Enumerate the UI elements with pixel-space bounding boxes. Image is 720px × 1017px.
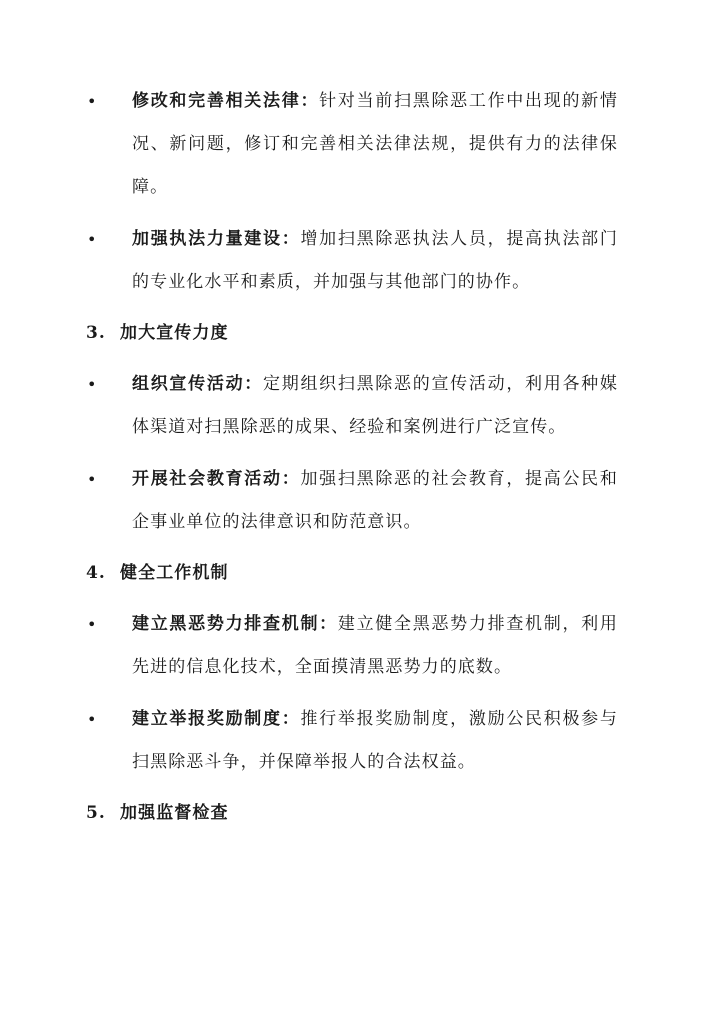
bullet-title: 建立黑恶势力排查机制： bbox=[132, 614, 338, 634]
bullet-dot: • bbox=[87, 710, 98, 729]
section-number: 3. bbox=[86, 323, 106, 343]
bullet-body: 推行举报奖励制度，激励公民积极参与扫黑除恶斗争，并保障举报人的合法权益。 bbox=[132, 709, 619, 772]
bullet-item bbox=[87, 363, 618, 449]
bullet-item bbox=[87, 458, 619, 544]
bullet-dot: • bbox=[87, 615, 98, 634]
bullet-dot: • bbox=[87, 92, 98, 111]
bullet-title: 开展社会教育活动： bbox=[132, 469, 301, 489]
bullet-item bbox=[87, 80, 618, 209]
section-title: 加大宣传力度 bbox=[120, 323, 229, 343]
bullet-body: 建立健全黑恶势力排查机制，利用先进的信息化技术，全面摸清黑恶势力的底数。 bbox=[132, 614, 618, 677]
bullet-body: 加强扫黑除恶的社会教育，提高公民和企事业单位的法律意识和防范意识。 bbox=[132, 469, 619, 532]
bullet-item bbox=[87, 218, 619, 304]
bullet-body: 增加扫黑除恶执法人员，提高执法部门的专业化水平和素质，并加强与其他部门的协作。 bbox=[132, 229, 619, 292]
bullet-paragraph bbox=[108, 80, 618, 209]
bullet-body: 针对当前扫黑除恶工作中出现的新情况、新问题，修订和完善相关法律法规，提供有力的法律保障。 bbox=[132, 91, 618, 197]
section-number: 4. bbox=[86, 563, 106, 583]
bullet-title: 加强执法力量建设： bbox=[132, 229, 301, 249]
bullet-body: 定期组织扫黑除恶的宣传活动，利用各种媒体渠道对扫黑除恶的成果、经验和案例进行广泛宣传。 bbox=[132, 374, 618, 437]
section-title: 加强监督检查 bbox=[120, 803, 229, 823]
section-heading bbox=[86, 312, 720, 355]
section-heading bbox=[86, 552, 720, 595]
bullet-paragraph bbox=[108, 698, 618, 784]
top-margin bbox=[0, 0, 720, 80]
bullet-item bbox=[87, 698, 619, 784]
bullet-paragraph bbox=[108, 603, 618, 689]
section-number: 5. bbox=[86, 803, 106, 823]
bullet-dot: • bbox=[87, 230, 98, 249]
bullet-title: 组织宣传活动： bbox=[132, 374, 264, 394]
bullet-title: 修改和完善相关法律： bbox=[132, 91, 320, 111]
bullet-paragraph bbox=[108, 363, 618, 449]
bullet-dot: • bbox=[87, 470, 98, 489]
bullet-item bbox=[87, 603, 618, 689]
bullet-paragraph bbox=[108, 218, 618, 304]
section-heading bbox=[86, 792, 720, 835]
bullet-dot: • bbox=[87, 375, 98, 394]
bullet-paragraph bbox=[108, 458, 618, 544]
section-title: 健全工作机制 bbox=[120, 563, 229, 583]
bullet-title: 建立举报奖励制度： bbox=[132, 709, 301, 729]
